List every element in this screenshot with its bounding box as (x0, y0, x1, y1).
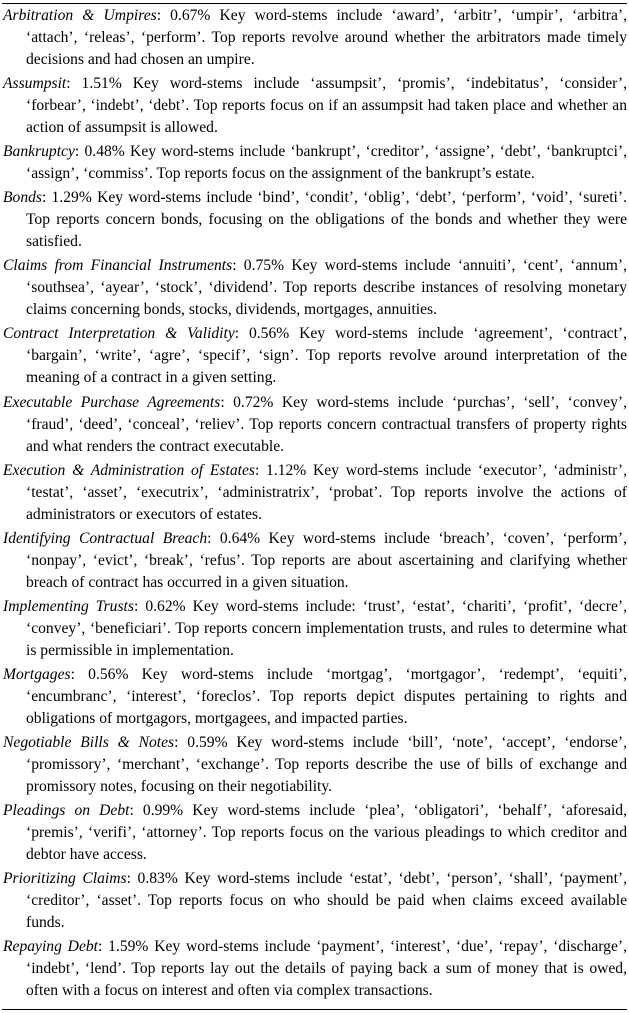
topic-entry-contract-interpretation (3, 323, 627, 389)
topic-entry-bankruptcy (3, 141, 627, 185)
topic-entry-purchase-agreements (3, 392, 627, 458)
topic-entry-assumpsit (3, 73, 627, 139)
topic-description: : 0.56% Key word-stems include ‘mortgag’, ‘mortgagor’, ‘redempt’, ‘equiti’, ‘encumbranc’, ‘interest’, ‘foreclos’. Top reports depict disputes pertaining to rights and obligations of mortgagors, mortgagees, and impacted parties. (26, 665, 627, 727)
topic-title: Identifying Contractual Breach (3, 529, 208, 547)
topic-title: Bonds (3, 189, 42, 207)
topic-description: : 0.48% Key word-stems include ‘bankrupt’, ‘creditor’, ‘assigne’, ‘debt’, ‘bankruptci’, ‘assign’, ‘commiss’. Top reports focus on the assignment of the bankrupt’s estate. (26, 143, 627, 183)
topic-title: Assumpsit (3, 75, 67, 93)
topic-title: Negotiable Bills & Notes (3, 734, 175, 752)
topic-description: : 0.75% Key word-stems include ‘annuiti’, ‘cent’, ‘annum’, ‘southsea’, ‘ayear’, ‘stock’, ‘dividend’. Top reports describe instances of resolving monetary claims concerning bonds, stocks, dividends, mortgages, annuities. (26, 257, 627, 319)
topic-description: : 0.62% Key word-stems include: ‘trust’, ‘estat’, ‘chariti’, ‘profit’, ‘decre’, ‘convey’, ‘beneficiari’. Top reports concern implementation trusts, and rules to determine what is permissible in implementation. (26, 597, 627, 659)
topic-entry-trusts (3, 596, 627, 662)
topic-entry-contractual-breach (3, 528, 627, 594)
topic-description: : 0.64% Key word-stems include ‘breach’, ‘coven’, ‘perform’, ‘nonpay’, ‘evict’, ‘break’, ‘refus’. Top reports are about ascertaining and clarifying whether breach of contract has occurred in a given situation. (26, 529, 627, 591)
topic-title: Implementing Trusts (3, 597, 134, 615)
topic-entry-prioritizing-claims (3, 868, 627, 934)
topic-title: Bankruptcy (3, 143, 75, 161)
topic-description: : 1.12% Key word-stems include ‘executor’, ‘administr’, ‘testat’, ‘asset’, ‘executrix’, ‘administratrix’, ‘probat’. Top reports involve the actions of administrators or executors of estates. (26, 461, 627, 523)
table-bottom-rule (2, 1009, 627, 1010)
topic-title: Arbitration & Umpires (3, 7, 157, 24)
topic-entry-estates (3, 460, 627, 526)
topic-description: : 0.99% Key word-stems include ‘plea’, ‘obligatori’, ‘behalf’, ‘aforesaid, ‘premis’, ‘verifi’, ‘attorney’. Top reports focus on the various pleadings to which creditor and debtor have access. (26, 802, 627, 864)
topic-title: Execution & Administration of Estates (3, 461, 255, 479)
topic-description: : 1.51% Key word-stems include ‘assumpsit’, ‘promis’, ‘indebitatus’, ‘consider’, ‘forbear’, ‘indebt’, ‘debt’. Top reports focus on if an assumpsit had taken place and whether an action of assumpsit is allowed. (26, 75, 627, 137)
topic-description: : 1.59% Key word-stems include ‘payment’, ‘interest’, ‘due’, ‘repay’, ‘discharge’, ‘indebt’, ‘lend’. Top reports lay out the details of paying back a sum of money that is owed, often with a focus on interest and often via complex transactions. (26, 938, 627, 1000)
topic-entry-bonds (3, 187, 627, 253)
topic-title: Claims from Financial Instruments (3, 257, 233, 275)
topic-description: : 0.83% Key word-stems include ‘estat’, ‘debt’, ‘person’, ‘shall’, ‘payment’, ‘creditor’, ‘asset’. Top reports focus on who should be paid when claims exceed available funds. (26, 870, 628, 932)
topic-entry-financial-claims (3, 255, 627, 321)
topic-title: Repaying Debt (3, 938, 98, 956)
topic-entry-pleadings (3, 800, 627, 866)
topic-entry-mortgages (3, 664, 627, 730)
topic-description: : 0.72% Key word-stems include ‘purchas’, ‘sell’, ‘convey’, ‘fraud’, ‘deed’, ‘conceal’, ‘reliev’. Top reports concern contractual transfers of property rights and what renders the contract executable. (26, 393, 627, 455)
topic-title: Prioritizing Claims (3, 870, 127, 888)
topic-description: : 0.67% Key word-stems include ‘award’, ‘arbitr’, ‘umpir’, ‘arbitra’, ‘attach’, ‘releas’, ‘perform’. Top reports revolve around whether the arbitrators made timely decisions and had chosen an umpire. (26, 7, 627, 68)
topic-title: Executable Purchase Agreements (3, 393, 221, 411)
topic-entry-arbitration (3, 5, 627, 71)
topic-description: : 1.29% Key word-stems include ‘bind’, ‘condit’, ‘oblig’, ‘debt’, ‘perform’, ‘void’, ‘sureti’. Top reports concern bonds, focusing on the obligations of the bonds and whether they were satisfied. (26, 189, 627, 251)
topic-description: : 0.59% Key word-stems include ‘bill’, ‘note’, ‘accept’, ‘endorse’, ‘promissory’, ‘merchant’, ‘exchange’. Top reports describe the use of bills of exchange and promissory notes, focusing on their negotiability. (26, 734, 627, 796)
topic-title: Pleadings on Debt (3, 802, 130, 820)
topic-entry-bills-notes (3, 732, 627, 798)
topic-entry-repaying-debt (3, 936, 627, 1002)
topic-title: Mortgages (3, 665, 71, 683)
topic-table (3, 5, 627, 1004)
topic-description: : 0.56% Key word-stems include ‘agreement’, ‘contract’, ‘bargain’, ‘write’, ‘agre’, ‘specif’, ‘sign’. Top reports revolve around interpretation of the meaning of a contract in a given setting. (26, 325, 627, 387)
table-top-rule (2, 3, 627, 4)
topic-title: Contract Interpretation & Validity (3, 325, 235, 343)
